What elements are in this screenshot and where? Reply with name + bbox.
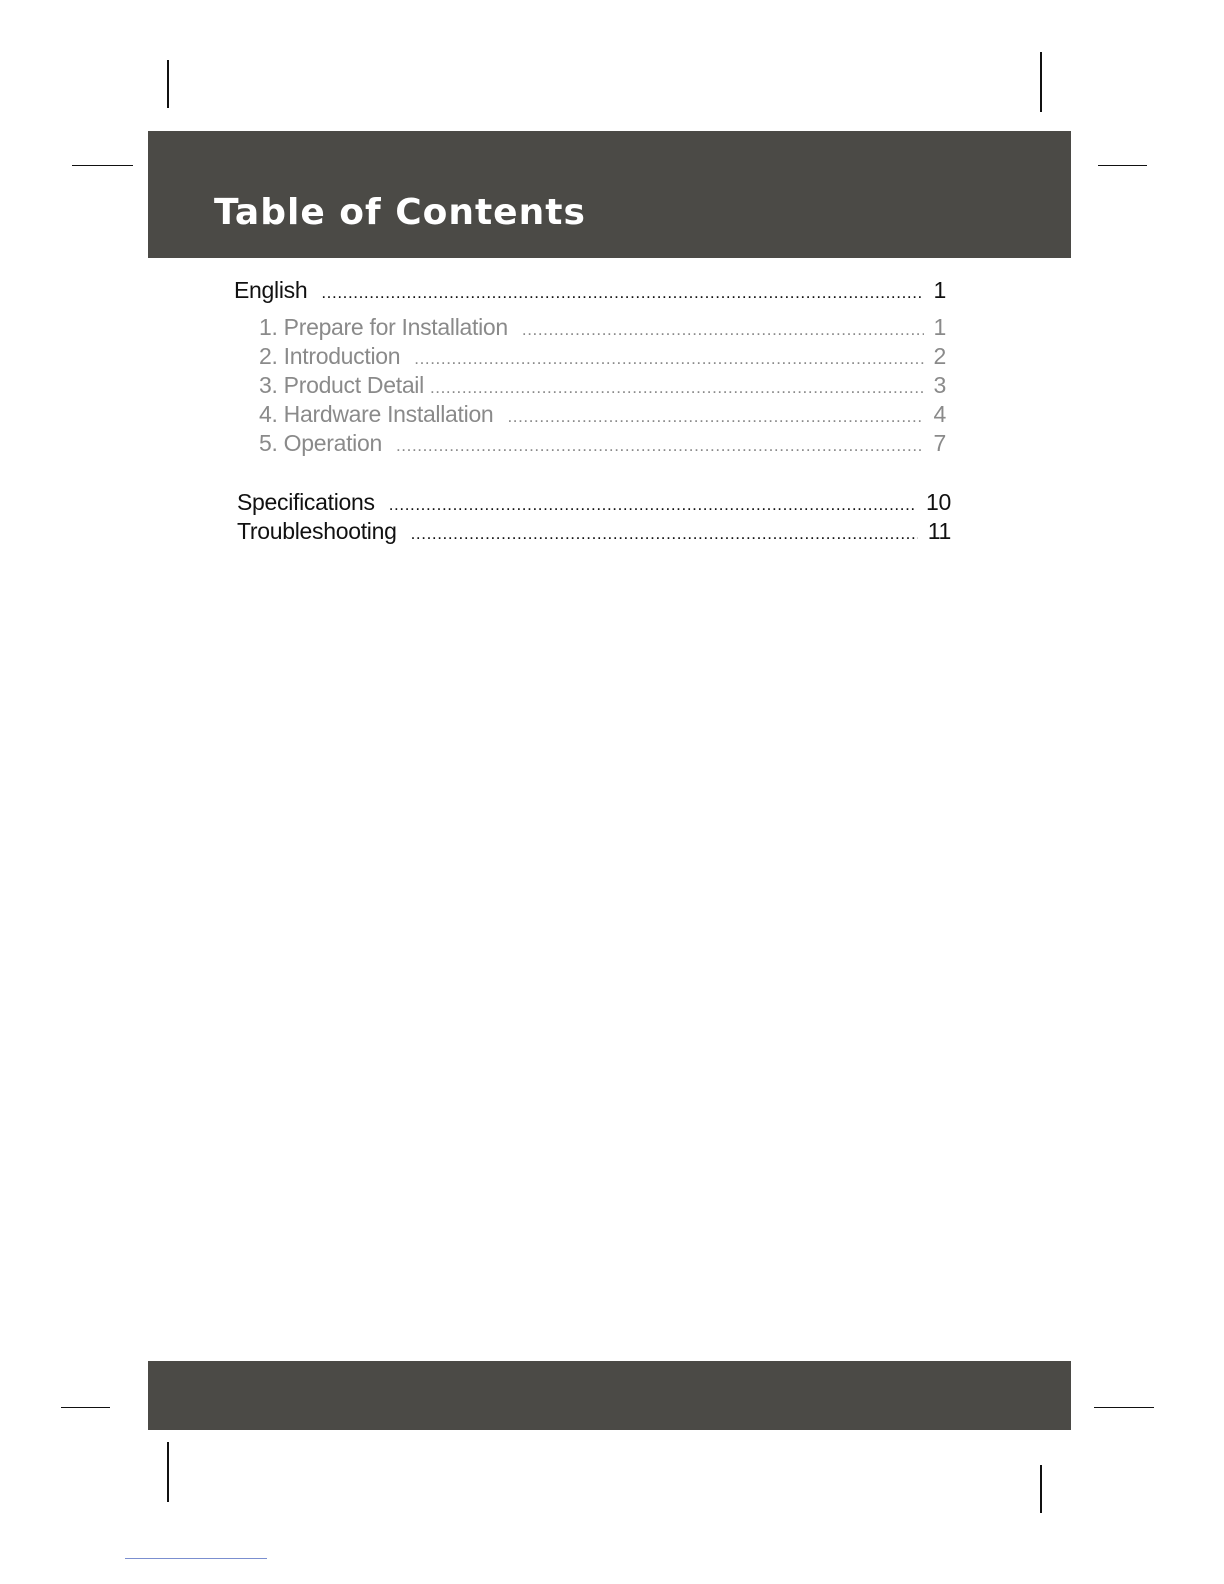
- toc-entry-troubleshooting: [237, 516, 951, 546]
- toc-entry-page: 1: [933, 277, 946, 303]
- crop-mark-bottom-right-vertical: [1040, 1465, 1042, 1513]
- toc-entry-label: 1. Prepare for Installation: [259, 314, 508, 340]
- crop-mark-top-right-horizontal: [1098, 165, 1147, 166]
- page-title: Table of Contents: [214, 192, 586, 233]
- toc-entry-page: 3: [933, 372, 946, 398]
- toc-dot-leader: [396, 431, 924, 461]
- crop-mark-top-left-vertical: [167, 60, 169, 108]
- toc-entry-page: 10: [926, 489, 951, 515]
- bottom-divider-line: [125, 1558, 267, 1559]
- toc-entry-product-detail: [259, 370, 946, 400]
- toc-entry-specifications: [237, 487, 951, 517]
- crop-mark-bottom-right-horizontal: [1094, 1407, 1154, 1408]
- toc-entry-label: Troubleshooting: [237, 518, 397, 544]
- toc-entry-english: [234, 275, 946, 305]
- toc-entry-label: 2. Introduction: [259, 343, 401, 369]
- crop-mark-bottom-left-vertical: [167, 1442, 169, 1502]
- toc-entry-introduction: [259, 341, 946, 371]
- toc-dot-leader: [321, 278, 923, 308]
- toc-entry-page: 11: [927, 518, 951, 544]
- footer-bar: [148, 1361, 1071, 1430]
- toc-entry-label: 4. Hardware Installation: [259, 401, 494, 427]
- toc-entry-label: Specifications: [237, 489, 375, 515]
- toc-entry-label: English: [234, 277, 308, 303]
- toc-entry-prepare-for-installation: [259, 312, 946, 342]
- toc-entry-operation: [259, 428, 946, 458]
- toc-entry-page: 4: [933, 401, 946, 427]
- toc-entry-page: 7: [933, 430, 946, 456]
- toc-entry-hardware-installation: [259, 399, 946, 429]
- toc-entry-label: 5. Operation: [259, 430, 382, 456]
- toc-dot-leader: [411, 519, 918, 549]
- crop-mark-top-left-horizontal: [72, 165, 133, 166]
- toc-entry-label: 3. Product Detail: [259, 372, 424, 398]
- crop-mark-top-right-vertical: [1040, 52, 1042, 112]
- toc-entry-page: 1: [933, 314, 946, 340]
- header-bar: [148, 131, 1071, 258]
- toc-entry-page: 2: [933, 343, 946, 369]
- crop-mark-bottom-left-horizontal: [61, 1407, 110, 1408]
